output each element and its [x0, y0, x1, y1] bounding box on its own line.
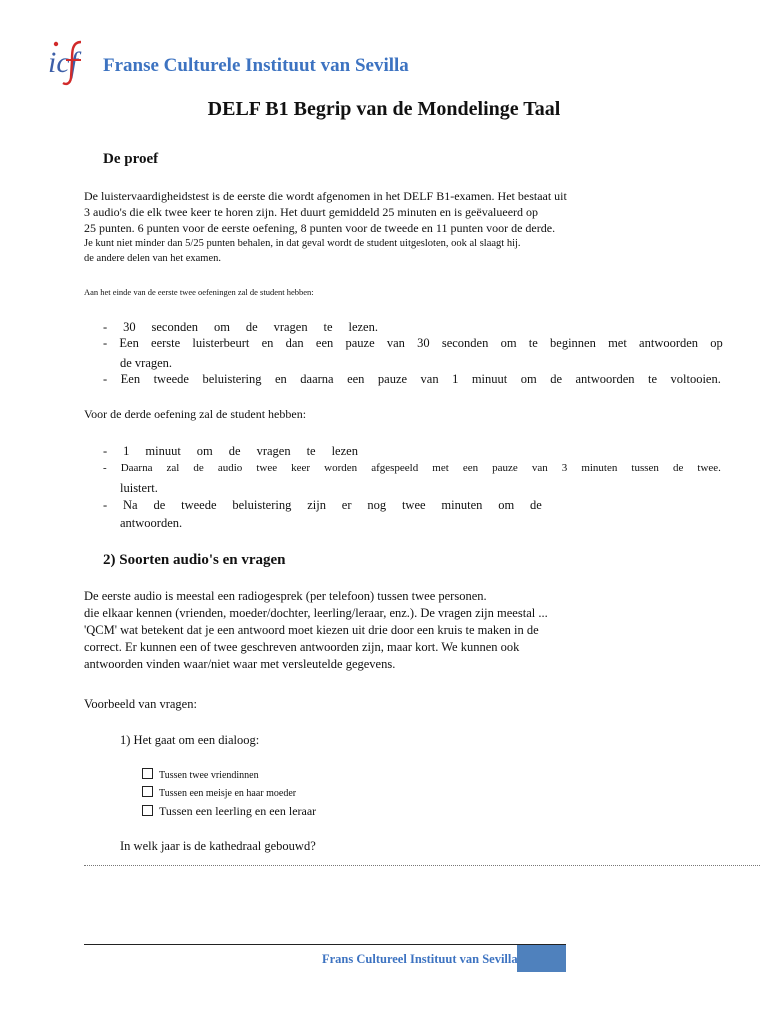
section-heading-de-proef: De proef: [103, 151, 159, 167]
option-3: Tussen een leerling en een leraar: [142, 804, 316, 819]
bullet-second-listening: - Een tweede beluistering en daarna een pauze van 1 minuut om de antwoorden te voltooien.: [103, 372, 721, 386]
bullet-continuation: antwoorden.: [120, 516, 183, 530]
option-1: Tussen twee vriendinnen: [142, 768, 259, 781]
para-line: antwoorden vinden waar/niet waar met versleutelde gegevens.: [84, 657, 396, 671]
bullet-two-minutes: - Na de tweede beluistering zijn er nog twee minuten om de: [103, 498, 542, 512]
para-line: de andere delen van het examen.: [84, 253, 222, 264]
footer-institute-name: Frans Cultureel Instituut van Sevilla: [322, 952, 518, 966]
bullet-first-listening: - Een eerste luisterbeurt en dan een pauze van 30 seconden om te beginnen met antwoorden op: [103, 336, 723, 350]
first-exercises-intro: Aan het einde van de eerste twee oefeningen zal de student hebben:: [84, 287, 314, 297]
para-line: De eerste audio is meestal een radiogesprek (per telefoon) tussen twee personen.: [84, 589, 487, 603]
para-line: Je kunt niet minder dan 5/25 punten behalen, in dat geval wordt de student uitgesloten, ook al slaagt hij.: [84, 238, 521, 249]
footer-rule: [84, 944, 566, 945]
para-line: 3 audio's die elk twee keer te horen zijn. Het duurt gemiddeld 25 minuten en is geëvalueerd op: [84, 205, 539, 219]
exclusion-note: [84, 236, 521, 266]
institute-name: Franse Culturele Instituut van Sevilla: [103, 55, 409, 76]
question-2: In welk jaar is de kathedraal gebouwd?: [120, 839, 316, 853]
para-line: De luistervaardigheidstest is de eerste die wordt afgenomen in het DELF B1-examen. Het bestaat uit: [84, 189, 567, 203]
question-1: 1) Het gaat om een dialoog:: [120, 733, 260, 747]
checkbox-icon[interactable]: [142, 805, 153, 816]
page-title: DELF B1 Begrip van de Mondelinge Taal: [207, 98, 561, 120]
bullet-one-minute: - 1 minuut om de vragen te lezen: [103, 444, 358, 458]
example-label: Voorbeeld van vragen:: [84, 697, 197, 711]
checkbox-icon[interactable]: [142, 768, 153, 779]
option-2: Tussen een meisje en haar moeder: [142, 786, 296, 799]
intro-paragraph: [84, 188, 567, 236]
section-heading-soorten: 2) Soorten audio's en vragen: [103, 552, 286, 568]
bullet-read-questions: - 30 seconden om de vragen te lezen.: [103, 320, 378, 334]
dotted-answer-line: [84, 865, 760, 866]
para-line: correct. Er kunnen een of twee geschreven antwoorden zijn, maar kort. We kunnen ook: [84, 640, 520, 654]
bullet-continuation: de vragen.: [120, 356, 173, 370]
footer-page-block: [517, 945, 566, 972]
bullet-continuation: luistert.: [120, 481, 158, 495]
audio-types-paragraph: [84, 588, 548, 673]
logo-letter-i: icf: [48, 46, 78, 79]
icf-logo: [48, 38, 94, 86]
bullet-audio-twice: - Daarna zal de audio twee keer worden afgespeeld met een pauze van 3 minuten tussen de twee.: [103, 462, 721, 474]
para-line: die elkaar kennen (vrienden, moeder/dochter, leerling/leraar, enz.). De vragen zijn meestal ...: [84, 606, 548, 620]
checkbox-icon[interactable]: [142, 786, 153, 797]
para-line: 'QCM' wat betekent dat je een antwoord moet kiezen uit drie door een kruis te maken in de: [84, 623, 539, 637]
third-exercise-intro: Voor de derde oefening zal de student hebben:: [84, 407, 307, 421]
para-line: 25 punten. 6 punten voor de eerste oefening, 8 punten voor de tweede en 11 punten voor de derde.: [84, 221, 556, 235]
